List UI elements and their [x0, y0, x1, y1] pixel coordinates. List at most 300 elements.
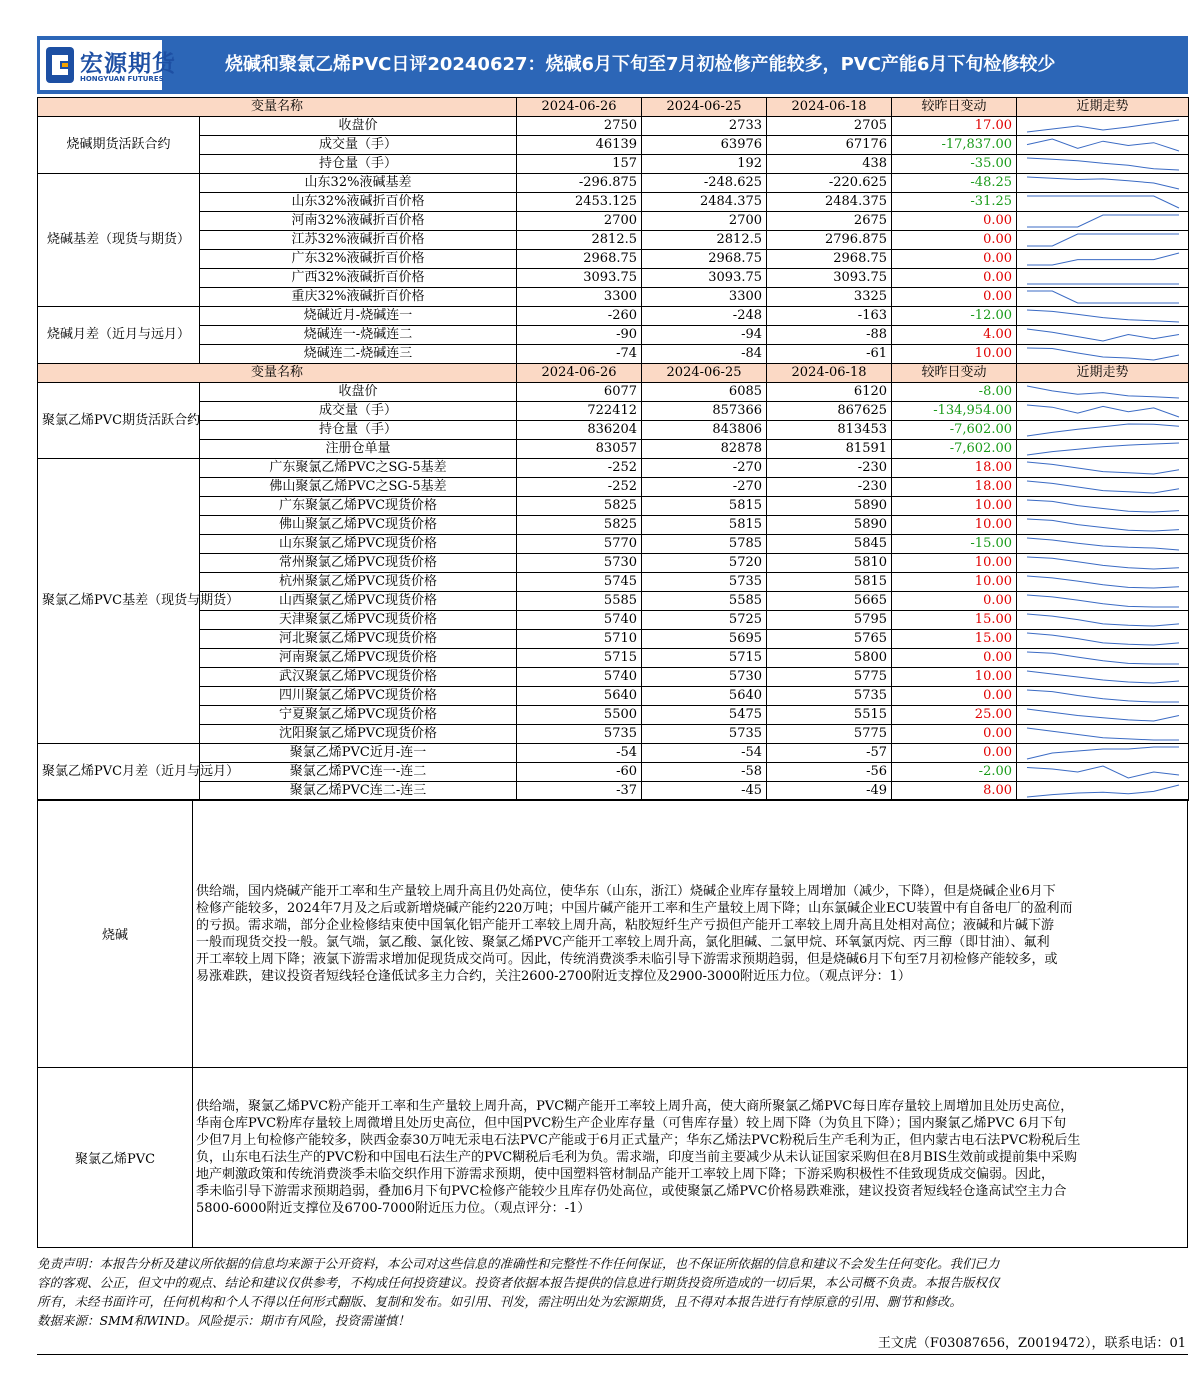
change-cell: -12.00: [892, 307, 1017, 326]
change-cell: 0.00: [892, 269, 1017, 288]
trend-cell: [1017, 117, 1189, 136]
sparkline-chart: [1017, 288, 1189, 306]
value-cell: 5475: [642, 706, 767, 725]
sparkline-chart: [1017, 478, 1189, 496]
sparkline-chart: [1017, 649, 1189, 667]
value-cell: 2700: [517, 212, 642, 231]
trend-cell: [1017, 497, 1189, 516]
change-cell: 0.00: [892, 231, 1017, 250]
table-row: [38, 307, 1189, 326]
table-row: [38, 231, 1189, 250]
sparkline-line: [1027, 329, 1179, 341]
trend-cell: [1017, 326, 1189, 345]
sparkline-chart: [1017, 706, 1189, 724]
column-header: 2024-06-26: [517, 364, 642, 383]
trend-cell: [1017, 269, 1189, 288]
comment-label: 烧碱: [38, 800, 193, 1068]
value-cell: 2968.75: [642, 250, 767, 269]
sparkline-line: [1027, 234, 1179, 246]
table-row: [38, 440, 1189, 459]
column-header: 较昨日变动: [892, 98, 1017, 117]
change-cell: 18.00: [892, 478, 1017, 497]
variable-name: 广东32%液碱折百价格: [200, 250, 517, 269]
report-header: [37, 36, 1188, 94]
sparkline-line: [1027, 177, 1179, 189]
value-cell: 83057: [517, 440, 642, 459]
value-cell: 5890: [767, 497, 892, 516]
table-row: [38, 136, 1189, 155]
sparkline-chart: [1017, 668, 1189, 686]
trend-cell: [1017, 573, 1189, 592]
sparkline-chart: [1017, 383, 1189, 401]
trend-cell: [1017, 744, 1189, 763]
value-cell: -60: [517, 763, 642, 782]
sparkline-line: [1027, 785, 1179, 797]
value-cell: 2812.5: [642, 231, 767, 250]
value-cell: -248: [642, 307, 767, 326]
value-cell: 836204: [517, 421, 642, 440]
value-cell: 5585: [517, 592, 642, 611]
sparkline-line: [1027, 500, 1179, 512]
change-cell: 10.00: [892, 554, 1017, 573]
group-label: 聚氯乙烯PVC月差（近月与远月）: [38, 744, 200, 801]
table-row: [38, 516, 1189, 535]
value-cell: 81591: [767, 440, 892, 459]
value-cell: 5640: [517, 687, 642, 706]
value-cell: 3300: [517, 288, 642, 307]
column-header: 2024-06-25: [642, 364, 767, 383]
value-cell: 2750: [517, 117, 642, 136]
sparkline-chart: [1017, 516, 1189, 534]
table-row: [38, 250, 1189, 269]
value-cell: 157: [517, 155, 642, 174]
sparkline-line: [1027, 728, 1179, 740]
variable-name: 武汉聚氯乙烯PVC现货价格: [200, 668, 517, 687]
table-row: [38, 535, 1189, 554]
variable-name: 山西聚氯乙烯PVC现货价格: [200, 592, 517, 611]
sparkline-chart: [1017, 326, 1189, 344]
variable-name: 聚氯乙烯PVC连一-连二: [200, 763, 517, 782]
logo-text: 宏源期货: [80, 51, 176, 77]
change-cell: 18.00: [892, 459, 1017, 478]
table-row: [38, 345, 1189, 364]
variable-name: 广东聚氯乙烯PVC之SG-5基差: [200, 459, 517, 478]
trend-cell: [1017, 782, 1189, 801]
value-cell: -296.875: [517, 174, 642, 193]
sparkline-line: [1027, 462, 1179, 474]
value-cell: -61: [767, 345, 892, 364]
variable-name: 江苏32%液碱折百价格: [200, 231, 517, 250]
trend-cell: [1017, 307, 1189, 326]
value-cell: 5710: [517, 630, 642, 649]
group-label: 聚氯乙烯PVC期货活跃合约: [38, 383, 200, 459]
table-row: [38, 554, 1189, 573]
value-cell: 2733: [642, 117, 767, 136]
comment-label: 聚氯乙烯PVC: [38, 1068, 193, 1248]
value-cell: 5845: [767, 535, 892, 554]
variable-name: 注册仓单量: [200, 440, 517, 459]
hongyuan-logo-icon: [46, 47, 74, 83]
value-cell: 5500: [517, 706, 642, 725]
analyst-contact: 王文虎（F03087656，Z0019472），联系电话：01: [877, 1336, 1186, 1351]
sparkline-chart: [1017, 744, 1189, 762]
comment-row-pvc: [38, 1068, 1188, 1248]
value-cell: 3300: [642, 288, 767, 307]
sparkline-line: [1027, 481, 1179, 493]
value-cell: -248.625: [642, 174, 767, 193]
sparkline-chart: [1017, 725, 1189, 743]
sparkline-chart: [1017, 440, 1189, 458]
sparkline-line: [1027, 747, 1179, 759]
value-cell: -84: [642, 345, 767, 364]
trend-cell: [1017, 155, 1189, 174]
change-cell: 0.00: [892, 725, 1017, 744]
table-row: [38, 478, 1189, 497]
variable-name: 持仓量（手）: [200, 421, 517, 440]
value-cell: 5735: [642, 573, 767, 592]
table-row: [38, 269, 1189, 288]
table-row: [38, 459, 1189, 478]
value-cell: 813453: [767, 421, 892, 440]
variable-name: 山东聚氯乙烯PVC现货价格: [200, 535, 517, 554]
table-row: [38, 212, 1189, 231]
variable-name: 烧碱连一-烧碱连二: [200, 326, 517, 345]
trend-cell: [1017, 383, 1189, 402]
change-cell: 10.00: [892, 573, 1017, 592]
value-cell: 857366: [642, 402, 767, 421]
sparkline-chart: [1017, 269, 1189, 287]
sparkline-line: [1027, 557, 1179, 569]
value-cell: -56: [767, 763, 892, 782]
value-cell: -94: [642, 326, 767, 345]
value-cell: 3325: [767, 288, 892, 307]
value-cell: -230: [767, 459, 892, 478]
variable-name: 常州聚氯乙烯PVC现货价格: [200, 554, 517, 573]
value-cell: 3093.75: [642, 269, 767, 288]
comment-text: 供给端，聚氯乙烯PVC粉产能开工率和生产量较上周升高，PVC糊产能开工率较上周升高，使大商所聚氯乙烯PVC每日库存量较上周增加且处历史高位， 华南仓库PVC粉库存量较上周微增且处历史高位，但中国PVC粉生产企业库存量（可售库存量）较上周下降（为负且下降）；国内聚氯乙烯PVC 6月下旬 少但7月上旬检修产能较多，陕西金泰30万吨无汞电石法PVC产能或于6月正式量产；华东乙烯法PVC粉税后生产毛利为正，但内蒙古电石法PVC粉税后生 负，山东电石法生产的PVC粉和中国电石法生产的PVC糊税后毛利为负。需求端，印度当前主要减少从未认证国家采购但在8月BIS生效前或提前集中采购 地产刺激政策和传统消费淡季未临交织作用下游需求预期，使中国塑料管材制品产能开工率较上周下降；下游采购积极性不佳致现货成交偏弱。因此， 季未临引导下游需求预期趋弱，叠加6月下旬PVC检修产能较少且库存仍处高位，或使聚氯乙烯PVC价格易跌难涨，建议投资者短线轻仓逢高试空主力合 5800-6000附近支撑位及6700-7000附近压力位。（观点评分：-1）: [193, 1068, 1188, 1248]
trend-cell: [1017, 649, 1189, 668]
table-row: [38, 402, 1189, 421]
sparkline-chart: [1017, 307, 1189, 325]
change-cell: 25.00: [892, 706, 1017, 725]
change-cell: 0.00: [892, 592, 1017, 611]
value-cell: -252: [517, 459, 642, 478]
value-cell: -163: [767, 307, 892, 326]
variable-name: 烧碱连二-烧碱连三: [200, 345, 517, 364]
value-cell: 5735: [767, 687, 892, 706]
sparkline-chart: [1017, 174, 1189, 192]
value-cell: 5770: [517, 535, 642, 554]
value-cell: -260: [517, 307, 642, 326]
variable-name: 河南32%液碱折百价格: [200, 212, 517, 231]
sparkline-chart: [1017, 402, 1189, 420]
change-cell: 17.00: [892, 117, 1017, 136]
value-cell: 5695: [642, 630, 767, 649]
sparkline-chart: [1017, 117, 1189, 135]
change-cell: 0.00: [892, 212, 1017, 231]
table-row: [38, 193, 1189, 212]
value-cell: 843806: [642, 421, 767, 440]
change-cell: -7,602.00: [892, 421, 1017, 440]
value-cell: 722412: [517, 402, 642, 421]
value-cell: -45: [642, 782, 767, 801]
value-cell: 2453.125: [517, 193, 642, 212]
value-cell: -74: [517, 345, 642, 364]
variable-name: 成交量（手）: [200, 136, 517, 155]
value-cell: 2812.5: [517, 231, 642, 250]
change-cell: 0.00: [892, 250, 1017, 269]
value-cell: 2700: [642, 212, 767, 231]
column-header: 2024-06-18: [767, 98, 892, 117]
value-cell: 5740: [517, 611, 642, 630]
table-row: [38, 706, 1189, 725]
sparkline-line: [1027, 766, 1179, 778]
trend-cell: [1017, 630, 1189, 649]
trend-cell: [1017, 687, 1189, 706]
sparkline-line: [1027, 614, 1179, 626]
group-label: 烧碱基差（现货与期货）: [38, 174, 200, 307]
value-cell: 46139: [517, 136, 642, 155]
value-cell: 5715: [642, 649, 767, 668]
value-cell: 5735: [517, 725, 642, 744]
value-cell: -57: [767, 744, 892, 763]
sparkline-chart: [1017, 497, 1189, 515]
variable-name: 天津聚氯乙烯PVC现货价格: [200, 611, 517, 630]
value-cell: 2484.375: [767, 193, 892, 212]
value-cell: 5795: [767, 611, 892, 630]
change-cell: -35.00: [892, 155, 1017, 174]
sparkline-line: [1027, 253, 1179, 265]
trend-cell: [1017, 459, 1189, 478]
variable-name: 山东32%液碱折百价格: [200, 193, 517, 212]
sparkline-line: [1027, 595, 1179, 607]
sparkline-chart: [1017, 231, 1189, 249]
sparkline-line: [1027, 538, 1179, 550]
sparkline-line: [1027, 386, 1179, 398]
variable-name: 聚氯乙烯PVC连二-连三: [200, 782, 517, 801]
logo-subtext: HONGYUAN FUTURES: [80, 75, 164, 83]
value-cell: -270: [642, 459, 767, 478]
change-cell: 0.00: [892, 744, 1017, 763]
sparkline-line: [1027, 709, 1179, 721]
variable-name: 佛山聚氯乙烯PVC现货价格: [200, 516, 517, 535]
sparkline-line: [1027, 310, 1179, 322]
change-cell: -17,837.00: [892, 136, 1017, 155]
change-cell: -15.00: [892, 535, 1017, 554]
value-cell: 438: [767, 155, 892, 174]
sparkline-line: [1027, 196, 1179, 208]
sparkline-chart: [1017, 459, 1189, 477]
table-row: [38, 782, 1189, 801]
variable-name: 收盘价: [200, 117, 517, 136]
sparkline-chart: [1017, 421, 1189, 439]
sparkline-chart: [1017, 573, 1189, 591]
value-cell: 5765: [767, 630, 892, 649]
disclaimer: 免责声明：本报告分析及建议所依据的信息均来源于公开资料，本公司对这些信息的准确性和完整性不作任何保证，也不保证所依据的信息和建议不会发生任何变化。我们已力 容的客观、公正，但文中的观点、结论和建议仅供参考，不构成任何投资建议。投资者依据本报告提供的信息进行期货投资所造成的一切后果，本公司概不负责。本报告版权仅 所有，未经书面许可，任何机构和个人不得以任何形式翻版、复制和发布。如引用、刊发，需注明出处为宏源期货，且不得对本报告进行有悖原意的引用、删节和修改。 数据来源：SMM和WIND。风险提示：期市有风险，投资需谨慎！: [37, 1256, 1000, 1328]
trend-cell: [1017, 592, 1189, 611]
trend-cell: [1017, 345, 1189, 364]
value-cell: 5715: [517, 649, 642, 668]
table-row: [38, 421, 1189, 440]
sparkline-line: [1027, 215, 1179, 227]
column-header: 近期走势: [1017, 364, 1189, 383]
change-cell: 10.00: [892, 516, 1017, 535]
variable-name: 河南聚氯乙烯PVC现货价格: [200, 649, 517, 668]
value-cell: 63976: [642, 136, 767, 155]
variable-name: 佛山聚氯乙烯PVC之SG-5基差: [200, 478, 517, 497]
variable-name: 宁夏聚氯乙烯PVC现货价格: [200, 706, 517, 725]
value-cell: -230: [767, 478, 892, 497]
column-header: 2024-06-18: [767, 364, 892, 383]
value-cell: 5725: [642, 611, 767, 630]
value-cell: 5730: [517, 554, 642, 573]
value-cell: 3093.75: [767, 269, 892, 288]
table-row: [38, 744, 1189, 763]
sparkline-line: [1027, 576, 1179, 588]
variable-name: 重庆32%液碱折百价格: [200, 288, 517, 307]
value-cell: 5640: [642, 687, 767, 706]
value-cell: -54: [517, 744, 642, 763]
change-cell: 0.00: [892, 687, 1017, 706]
sparkline-line: [1027, 519, 1179, 531]
sparkline-line: [1027, 405, 1179, 417]
trend-cell: [1017, 231, 1189, 250]
value-cell: 5775: [767, 725, 892, 744]
value-cell: 867625: [767, 402, 892, 421]
value-cell: 67176: [767, 136, 892, 155]
trend-cell: [1017, 193, 1189, 212]
sparkline-line: [1027, 291, 1179, 303]
table-row: [38, 155, 1189, 174]
table-row: [38, 668, 1189, 687]
trend-cell: [1017, 136, 1189, 155]
table-row: [38, 174, 1189, 193]
sparkline-chart: [1017, 193, 1189, 211]
value-cell: 5720: [642, 554, 767, 573]
report-title: 烧碱和聚氯乙烯PVC日评20240627：烧碱6月下旬至7月初检修产能较多，PVC产能6月下旬检修较少: [225, 54, 1056, 75]
sparkline-chart: [1017, 611, 1189, 629]
sparkline-chart: [1017, 212, 1189, 230]
value-cell: 5815: [767, 573, 892, 592]
variable-name: 四川聚氯乙烯PVC现货价格: [200, 687, 517, 706]
variable-name: 烧碱近月-烧碱连一: [200, 307, 517, 326]
change-cell: -31.25: [892, 193, 1017, 212]
trend-cell: [1017, 174, 1189, 193]
table-row: [38, 649, 1189, 668]
value-cell: 2968.75: [767, 250, 892, 269]
variable-name: 收盘价: [200, 383, 517, 402]
trend-cell: [1017, 402, 1189, 421]
value-cell: -90: [517, 326, 642, 345]
sparkline-chart: [1017, 687, 1189, 705]
trend-cell: [1017, 668, 1189, 687]
value-cell: 2484.375: [642, 193, 767, 212]
variable-name: 广西32%液碱折百价格: [200, 269, 517, 288]
sparkline-chart: [1017, 554, 1189, 572]
trend-cell: [1017, 535, 1189, 554]
sparkline-chart: [1017, 136, 1189, 154]
variable-name: 聚氯乙烯PVC近月-连一: [200, 744, 517, 763]
value-cell: 2968.75: [517, 250, 642, 269]
comment-text: 供给端，国内烧碱产能开工率和生产量较上周升高且仍处高位，使华东（山东，浙江）烧碱企业库存量较上周增加（减少，下降），但是烧碱企业6月下 检修产能较多，2024年7月及之后或新增烧碱产能约220万吨；中国片碱产能开工率和生产量较上周下降；山东氯碱企业ECU装置中有自备电厂的盈利而 的亏损。需求端，部分企业检修结束使中国氧化铝产能开工率较上周升高，粘胶短纤生产亏损但产能开工率较上周升高且处相对高位；液碱和片碱下游 一般而现货交投一般。氯气端，氯乙酸、氯化铵、聚氯乙烯PVC产能开工率较上周升高，氯化胆碱、二氯甲烷、环氧氯丙烷、丙三醇（即甘油）、氟利 开工率较上周下降；液氯下游需求增加促现货成交尚可。因此，传统消费淡季未临引导下游需求预期趋弱，但是烧碱6月下旬至7月初检修产能较多，或 易涨难跌，建议投资者短线轻仓逢低试多主力合约，关注2600-2700附近支撑位及2900-3000附近压力位。（观点评分：1）: [193, 800, 1188, 1068]
value-cell: 82878: [642, 440, 767, 459]
trend-cell: [1017, 725, 1189, 744]
value-cell: 5585: [642, 592, 767, 611]
value-cell: 5740: [517, 668, 642, 687]
sparkline-line: [1027, 158, 1179, 170]
table-header-row: [38, 98, 1189, 117]
value-cell: 5735: [642, 725, 767, 744]
sparkline-chart: [1017, 345, 1189, 363]
analyst-footer: [37, 1334, 1188, 1355]
variable-name: 沈阳聚氯乙烯PVC现货价格: [200, 725, 517, 744]
value-cell: 5515: [767, 706, 892, 725]
value-cell: -49: [767, 782, 892, 801]
value-cell: 2675: [767, 212, 892, 231]
group-label: 烧碱期货活跃合约: [38, 117, 200, 174]
sparkline-line: [1027, 348, 1179, 360]
value-cell: 5775: [767, 668, 892, 687]
trend-cell: [1017, 212, 1189, 231]
trend-cell: [1017, 763, 1189, 782]
company-logo: [40, 40, 176, 90]
variable-name: 山东32%液碱基差: [200, 174, 517, 193]
sparkline-line: [1027, 671, 1179, 683]
trend-cell: [1017, 478, 1189, 497]
value-cell: 5665: [767, 592, 892, 611]
table-row: [38, 611, 1189, 630]
variable-name: 成交量（手）: [200, 402, 517, 421]
value-cell: 5890: [767, 516, 892, 535]
trend-cell: [1017, 440, 1189, 459]
change-cell: -2.00: [892, 763, 1017, 782]
value-cell: 2705: [767, 117, 892, 136]
change-cell: 10.00: [892, 345, 1017, 364]
sparkline-chart: [1017, 250, 1189, 268]
trend-cell: [1017, 706, 1189, 725]
table-row: [38, 383, 1189, 402]
value-cell: 5825: [517, 516, 642, 535]
variable-name: 杭州聚氯乙烯PVC现货价格: [200, 573, 517, 592]
column-header: 变量名称: [38, 364, 517, 383]
value-cell: 6077: [517, 383, 642, 402]
value-cell: 5815: [642, 516, 767, 535]
change-cell: 10.00: [892, 497, 1017, 516]
value-cell: 2796.875: [767, 231, 892, 250]
value-cell: 192: [642, 155, 767, 174]
sparkline-line: [1027, 120, 1179, 132]
value-cell: 5730: [642, 668, 767, 687]
change-cell: 15.00: [892, 630, 1017, 649]
data-table: [37, 97, 1189, 801]
variable-name: 河北聚氯乙烯PVC现货价格: [200, 630, 517, 649]
column-header: 2024-06-25: [642, 98, 767, 117]
change-cell: 10.00: [892, 668, 1017, 687]
group-label: 聚氯乙烯PVC基差（现货与期货）: [38, 459, 200, 744]
value-cell: 6120: [767, 383, 892, 402]
value-cell: 5810: [767, 554, 892, 573]
sparkline-line: [1027, 139, 1179, 151]
column-header: 较昨日变动: [892, 364, 1017, 383]
group-label: 烧碱月差（近月与远月）: [38, 307, 200, 364]
value-cell: -220.625: [767, 174, 892, 193]
trend-cell: [1017, 554, 1189, 573]
table-row: [38, 117, 1189, 136]
change-cell: 8.00: [892, 782, 1017, 801]
change-cell: -7,602.00: [892, 440, 1017, 459]
value-cell: 3093.75: [517, 269, 642, 288]
column-header: 2024-06-26: [517, 98, 642, 117]
